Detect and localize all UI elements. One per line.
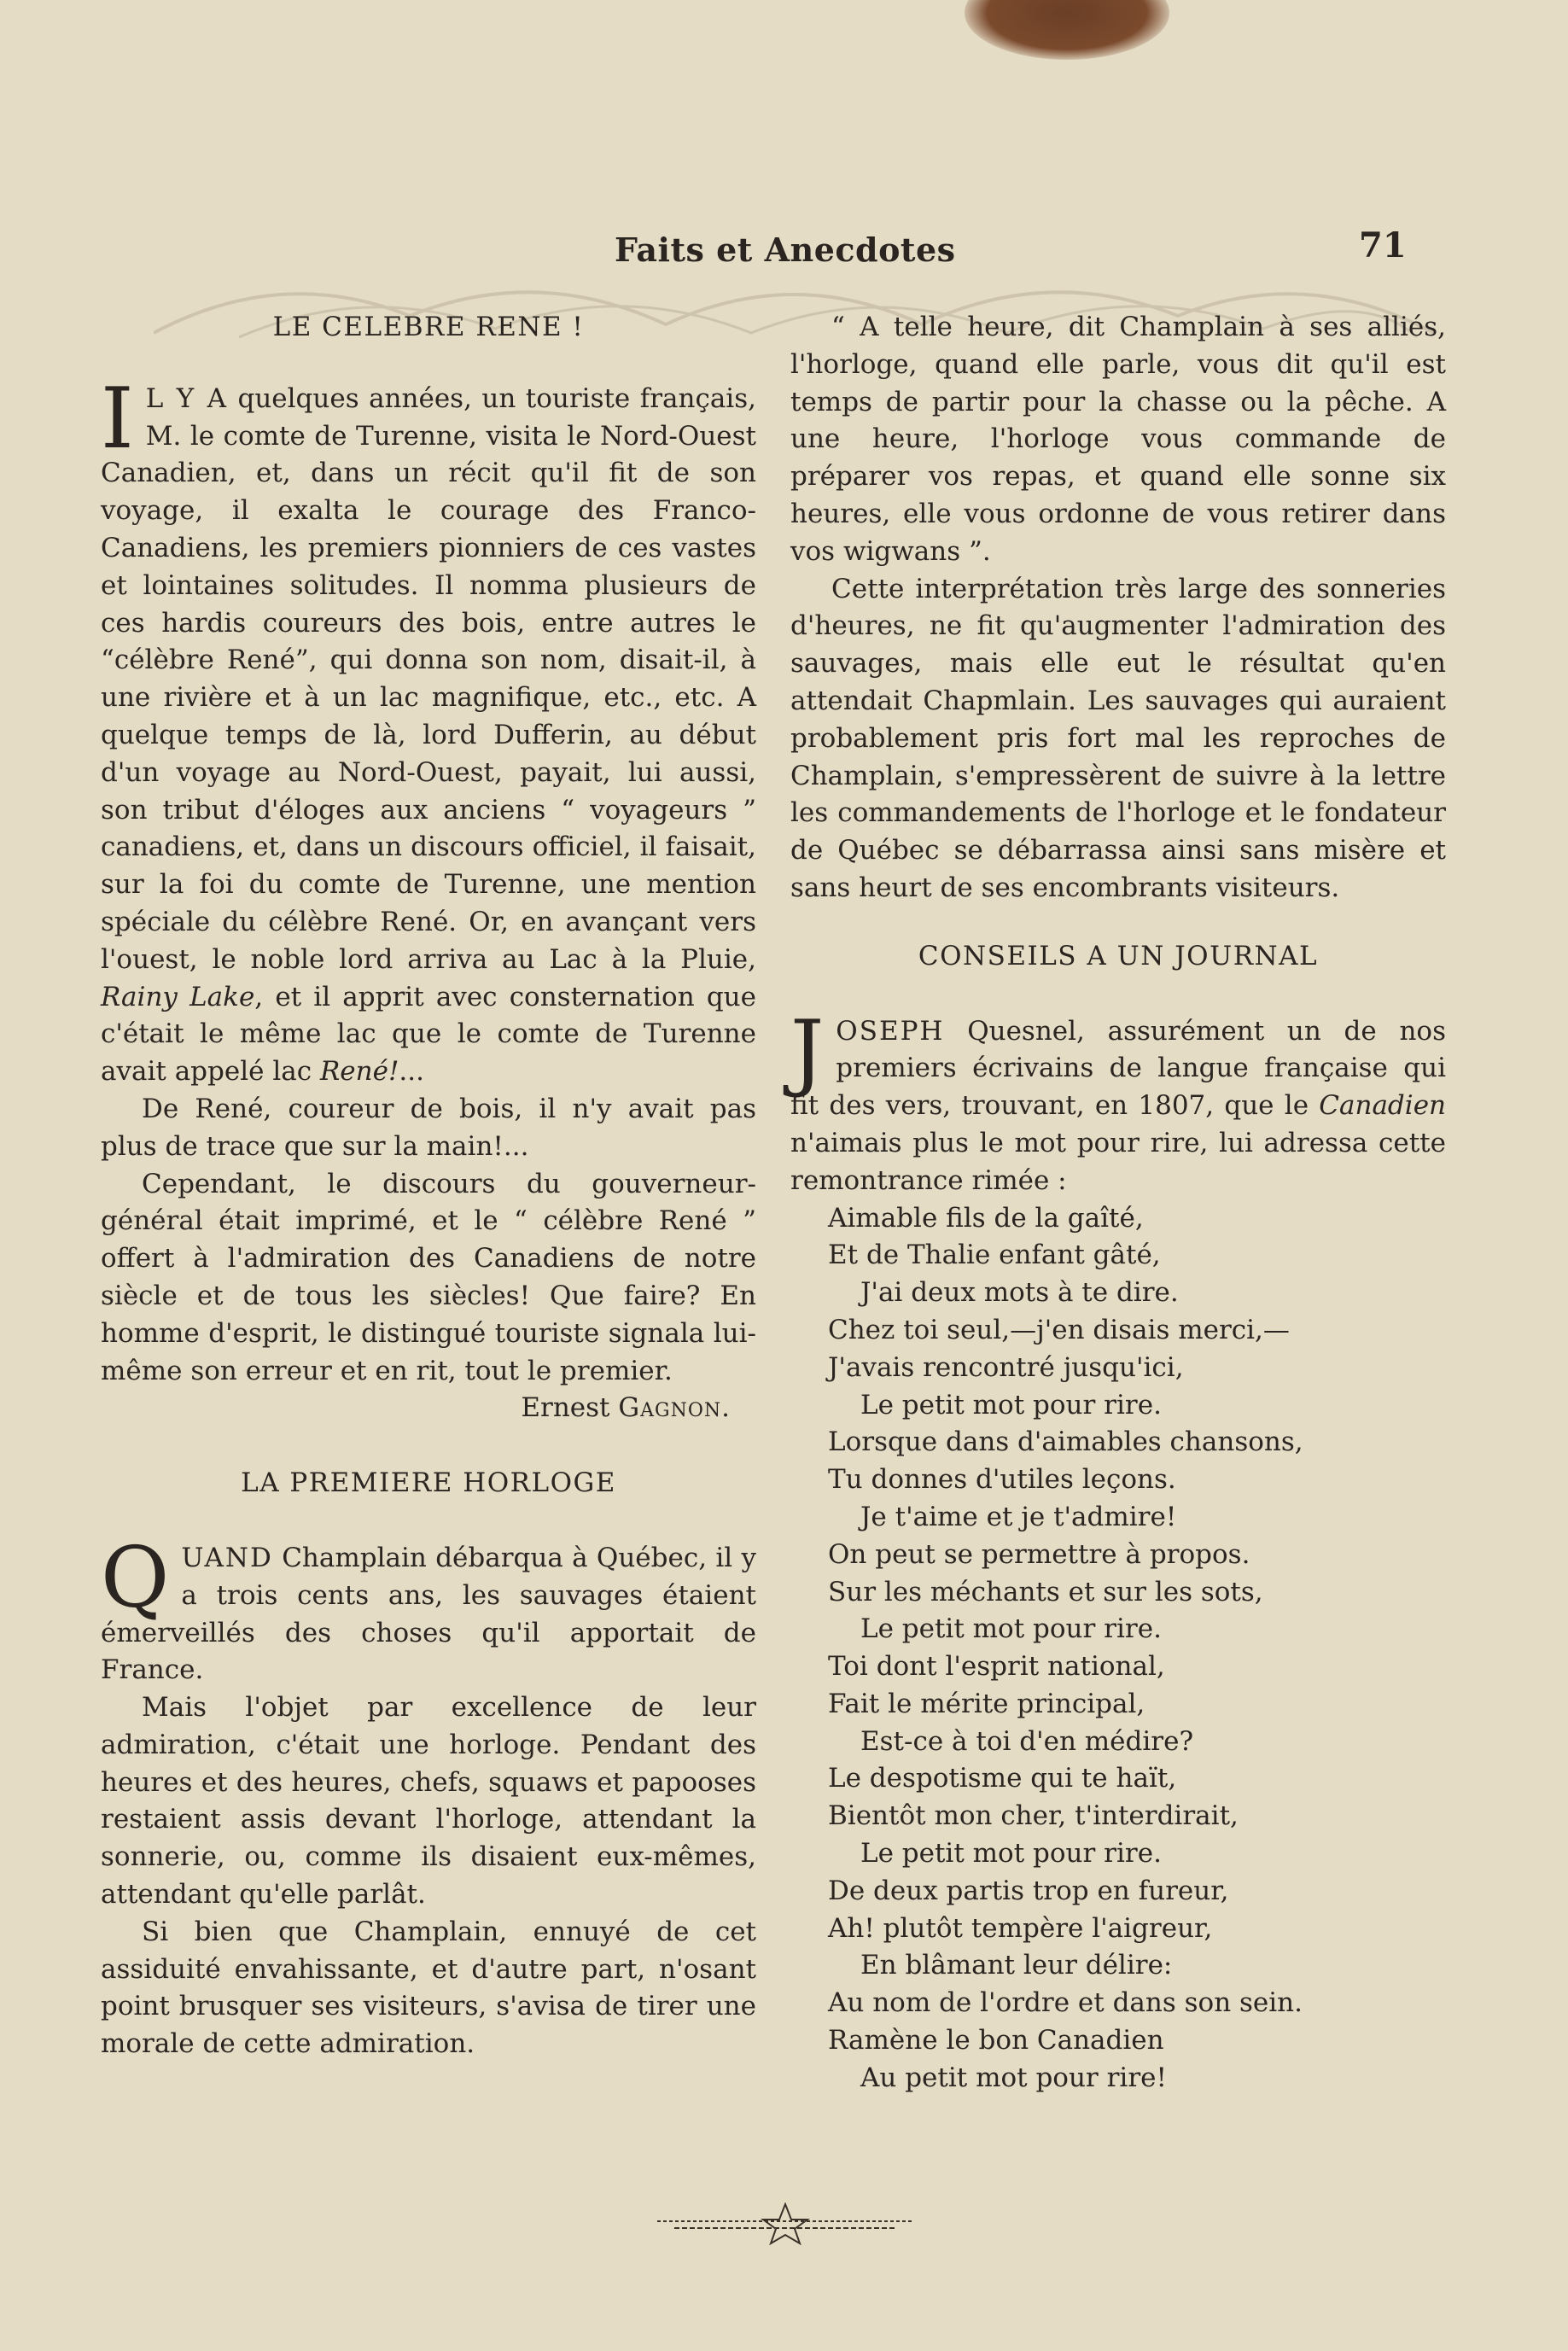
poem-line: Le despotisme qui te haït, <box>828 1763 1177 1794</box>
running-title: Faits et Anecdotes <box>615 230 956 269</box>
poem-line: Aimable fils de la gaîté, <box>828 1202 1144 1234</box>
drop-cap: I <box>101 370 134 468</box>
page-number: 71 <box>1359 225 1407 265</box>
article-horloge-paragraph-5: Cette interprétation très large des sonneries d'heures, ne fit qu'augmenter l'admiration des sauvages, mais elle eut le résultat qu'en attendait Chapmlain. Les sauvages qui auraient probablement pris fort mal les reproches de Champlain, s'empressèrent de suivre à la lettre les commandements de l'horloge et le fondateur de Québec se débarrassa ainsi sans misère et sans heurt de ses encombrants visiteurs. <box>790 573 1446 903</box>
poem-line: On peut se permettre à propos. <box>828 1538 1250 1570</box>
article-conseils-paragraph-1 <box>790 1002 1446 1200</box>
drop-cap: J <box>790 1002 825 1100</box>
poem-line: Fait le mérite principal, <box>828 1688 1145 1719</box>
article-title-conseils: CONSEILS A UN JOURNAL <box>918 940 1319 971</box>
paragraph-text: n'aimais plus le mot pour rire, lui adressa cette remontrance rimée : <box>790 1127 1446 1196</box>
poem-line: Le petit mot pour rire. <box>860 1613 1162 1645</box>
poem-line: Tu donnes d'utiles leçons. <box>828 1464 1176 1496</box>
poem-line: Bientôt mon cher, t'interdirait, <box>828 1800 1239 1832</box>
poem-line: En blâmant leur délire: <box>860 1950 1173 1981</box>
article-title-horloge: LA PREMIERE HORLOGE <box>241 1467 616 1499</box>
drop-cap: Q <box>101 1529 170 1627</box>
poem-line: J'ai deux mots à te dire. <box>860 1277 1179 1309</box>
italic-text: Canadien <box>1319 1090 1446 1122</box>
article-rene-paragraph-1 <box>101 370 756 1091</box>
paragraph-text: quelques années, un touriste français, M. le comte de Turenne, visita le Nord-Ouest Canadien, et, dans un récit qu'il fit de son voyage, il exalta le courage des Franco-Canadiens, les premiers pionniers de ces vastes et lointaines solitudes. Il nomma plusieurs de ces hardis coureurs des bois, entre autres le “célèbre René”, qui donna son nom, disait-il, à une rivière et à un lac magnifique, etc., etc. A quelque temps de là, lord Dufferin, au début d'un voyage au Nord-Ouest, payait, lui aussi, son tribut d'éloges aux anciens “ voyageurs ” canadiens, et, dans un discours officiel, il faisait, sur la foi du comte de Turenne, une mention spéciale du célèbre René. Or, en avançant vers l'ouest, le noble lord arriva au Lac à la Pluie, <box>101 382 756 975</box>
poem-line: Le petit mot pour rire. <box>860 1838 1162 1870</box>
poem-line: Toi dont l'esprit national, <box>828 1651 1165 1683</box>
left-column <box>101 309 756 2063</box>
right-column <box>790 309 1446 2097</box>
author-signature <box>101 1390 756 1427</box>
poem-line: De deux partis trop en fureur, <box>828 1875 1229 1906</box>
poem <box>790 1200 1446 2097</box>
article-rene-paragraph-3: Cependant, le discours du gouverneur-général était imprimé, et le “ célèbre René ” offert à l'admiration des Canadiens de notre siècle et de tous les siècles! Que faire? En homme d'esprit, le distingué touriste signala lui-même son erreur et en rit, tout le premier. <box>101 1168 756 1386</box>
italic-text: Rainy Lake <box>101 981 255 1012</box>
paragraph-text: Quesnel, assurément un de nos premiers écrivains de langue française qui fit des vers, trouvant, en 1807, que le <box>790 1015 1446 1122</box>
poem-line: Ah! plutôt tempère l'aigreur, <box>828 1912 1213 1944</box>
author-last-name: Gagnon. <box>618 1392 731 1424</box>
lead-in: UAND <box>181 1542 273 1573</box>
author-first-name: Ernest <box>521 1392 610 1424</box>
paper-stain <box>965 0 1169 60</box>
article-horloge-paragraph-2: Mais l'objet par excellence de leur admiration, c'était une horloge. Pendant des heures et des heures, chefs, squaws et papooses restaient assis devant l'horloge, attendant la sonnerie, ou, comme ils disaient eux-mêmes, attendant qu'elle parlât. <box>101 1692 756 1911</box>
paragraph-text: , et il apprit avec consternation que c'était le même lac que le comte de Turenne avait appelé lac <box>101 981 756 1088</box>
poem-line: Ramène le bon Canadien <box>828 2025 1164 2056</box>
article-horloge-paragraph-4: “ A telle heure, dit Champlain à ses alliés, l'horloge, quand elle parle, vous dit qu'il est temps de partir pour la chasse ou la pêche. A une heure, l'horloge vous commande de préparer vos repas, et quand elle sonne six heures, elle vous ordonne de vous retirer dans vos wigwans ”. <box>790 312 1446 567</box>
poem-line: Au petit mot pour rire! <box>860 2062 1167 2093</box>
poem-line: Le petit mot pour rire. <box>860 1389 1162 1421</box>
lead-in: OSEPH <box>836 1015 945 1047</box>
poem-line: Lorsque dans d'aimables chansons, <box>828 1426 1303 1458</box>
poem-line: Je t'aime et je t'admire! <box>860 1501 1177 1532</box>
poem-line: Est-ce à toi d'en médire? <box>860 1725 1194 1757</box>
poem-line: Et de Thalie enfant gâté, <box>828 1240 1161 1271</box>
article-rene-paragraph-2: De René, coureur de bois, il n'y avait pas plus de trace que sur la main!... <box>101 1093 756 1162</box>
poem-line: J'avais rencontré jusqu'ici, <box>828 1351 1184 1383</box>
paragraph-text: ... <box>399 1056 424 1088</box>
article-horloge-paragraph-3: Si bien que Champlain, ennuyé de cet assiduité envahissante, et d'autre part, n'osant point brusquer ses visiteurs, s'avisa de tirer une morale de cette admiration. <box>101 1916 756 2060</box>
lead-in: L Y A <box>145 382 229 414</box>
star-tailpiece-ornament <box>657 2202 913 2245</box>
italic-text: René! <box>319 1056 399 1088</box>
paragraph-text: Champlain débarqua à Québec, il y a trois cents ans, les sauvages étaient émerveillés des choses qu'il apportait de France. <box>101 1542 756 1686</box>
article-horloge-paragraph-1 <box>101 1529 756 1689</box>
article-title-rene: LE CELEBRE RENE ! <box>272 312 585 342</box>
poem-line: Au nom de l'ordre et dans son sein. <box>828 1987 1303 2019</box>
poem-line: Chez toi seul,—j'en disais merci,— <box>828 1314 1290 1345</box>
poem-line: Sur les méchants et sur les sots, <box>828 1576 1263 1607</box>
running-header <box>0 225 1568 282</box>
